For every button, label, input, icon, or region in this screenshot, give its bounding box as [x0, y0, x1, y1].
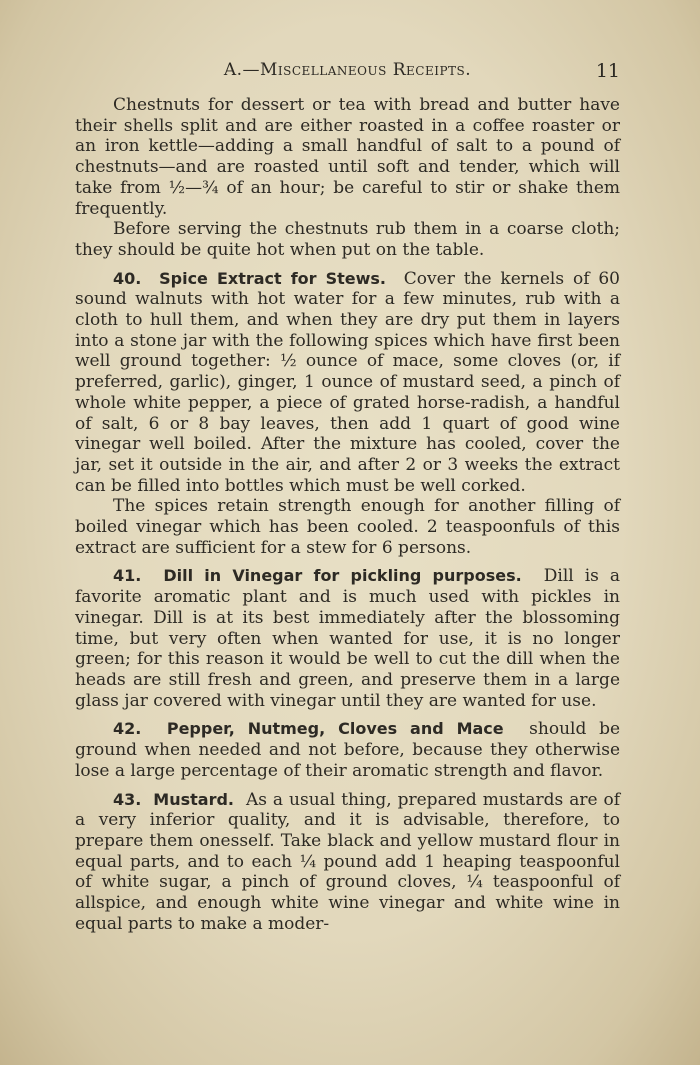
page-body: [75, 95, 620, 934]
page-number: 11: [595, 60, 620, 82]
entry-title: Spice Extract for Stews.: [159, 268, 387, 288]
entry-42: [75, 719, 620, 781]
entry-text: should be ground when needed and not before, because they otherwise lose a large percentage of their aromatic strength and flavor.: [75, 719, 621, 781]
entry-40-continuation: The spices retain strength enough for another filling of boiled vinegar which has been cooled. 2 teaspoonfuls of this extract are sufficient for a stew for 6 persons.: [75, 496, 620, 558]
entry-text: As a usual thing, prepared mustards are of a very inferior quality, and it is advisable, therefore, to prepare them onesself. Take black and yellow mustard flour in equal parts, and to each ¼ pound add 1 heaping teaspoonful of white sugar, a pinch of ground cloves, ¼ teaspoonful of allspice, and enough white wine vinegar and white wine in equal parts to make a moder-: [75, 789, 621, 934]
entry-number: 43.: [113, 789, 142, 809]
entry-title: Dill in Vinegar for pickling purposes.: [163, 566, 522, 586]
entry-41: [75, 566, 620, 711]
entry-43: [75, 790, 620, 935]
page-header: [75, 60, 620, 86]
paragraph-chestnuts-serving: Before serving the chestnuts rub them in a coarse cloth; they should be quite hot when put on the table.: [75, 219, 620, 260]
entry-text: Cover the kernels of 60 sound walnuts with hot water for a few minutes, rub with a cloth to hull them, and when they are dry put them in layers into a stone jar with the following spices which have first been well ground together: ½ ounce of mace, some cloves (or, if preferred, garlic), ginger, 1 ounce of mustard seed, a pinch of whole white pepper, a piece of grated horse-radish, a handful of salt, 6 or 8 bay leaves, then add 1 quart of good wine vinegar well boiled. After the mixture has cooled, cover the jar, set it outside in the air, and after 2 or 3 weeks the extract can be filled into bottles which must be well corked.: [75, 268, 620, 496]
entry-title: Mustard.: [153, 789, 234, 809]
entry-number: 42.: [113, 719, 142, 739]
paragraph-chestnuts: Chestnuts for dessert or tea with bread and butter have their shells split and are either roasted in a coffee roaster or an iron kettle—adding a small handful of salt to a pound of chestnuts—and are roasted until soft and tender, which will take from ½—¾ of an hour; be careful to stir or shake them frequently.: [75, 95, 620, 219]
running-title: A.—Miscellaneous Receipts.: [223, 60, 472, 80]
entry-number: 41.: [113, 566, 142, 586]
entry-number: 40.: [113, 268, 142, 288]
entry-text: Dill is a favorite aromatic plant and is much used with pickles in vinegar. Dill is at its best immediately after the blossoming time, but very often when wanted for use, it is no longer green; for this reason it would be well to cut the dill when the heads are still fresh and green, and preserve them in a large glass jar covered with vinegar until they are wanted for use.: [75, 566, 621, 711]
entry-title: Pepper, Nutmeg, Cloves and Mace: [166, 719, 504, 739]
entry-40: [75, 269, 620, 497]
